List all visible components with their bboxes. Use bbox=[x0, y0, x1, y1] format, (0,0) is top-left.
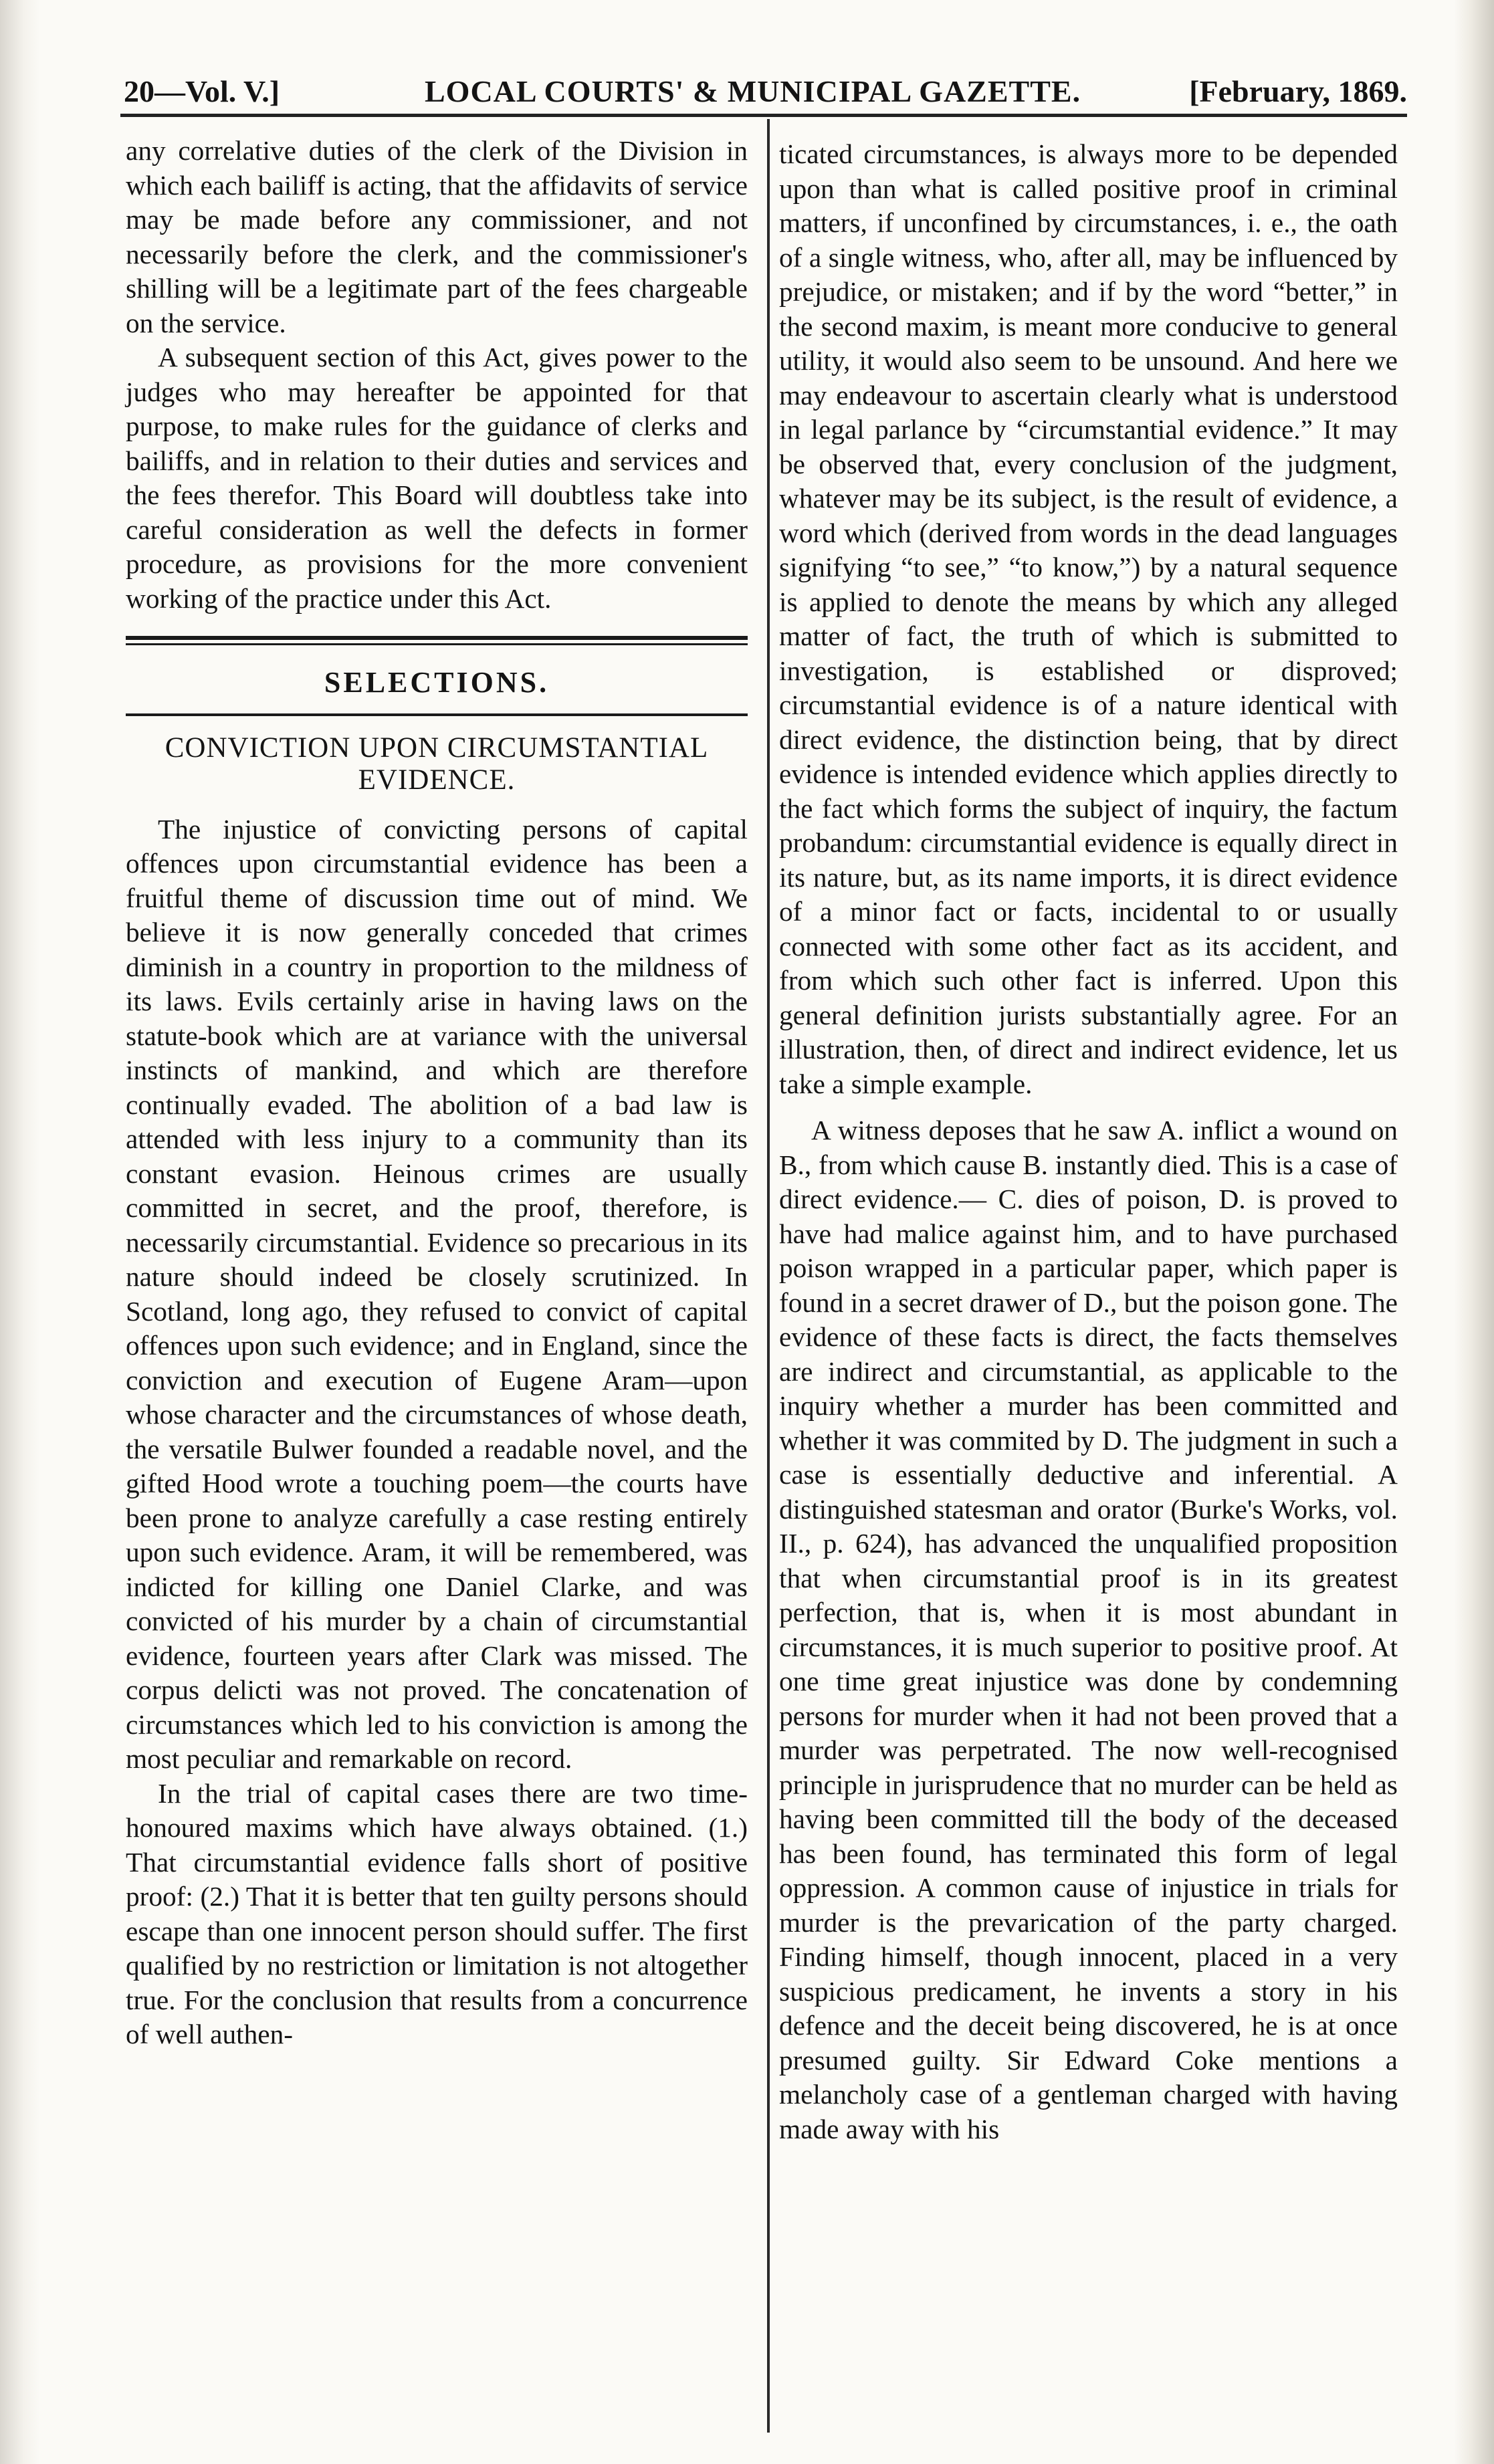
paper-edge-left bbox=[0, 0, 40, 2464]
left-column bbox=[126, 134, 748, 2052]
column-divider bbox=[767, 119, 770, 2433]
right-column bbox=[779, 137, 1398, 2146]
heading-rule bbox=[126, 713, 748, 716]
paragraph-maxims: In the trial of capital cases there are two time-honoured maxims which have always obtained. (1.) That circumstantial evidence falls short of positive proof: (2.) That it is better that ten guilty persons should escape than one innocent person should suffer. The first qualified by no restriction or limitation is not altogether true. For the conclusion that results from a concurrence of well authen- bbox=[126, 1777, 748, 2049]
header-rule bbox=[120, 114, 1407, 117]
paper-edge-right bbox=[1454, 0, 1494, 2464]
section-double-rule bbox=[126, 636, 748, 645]
publication-title: LOCAL COURTS' & MUNICIPAL GAZETTE. bbox=[425, 74, 1081, 108]
paragraph-division-clerk: any correlative duties of the clerk of the Division in which each bailiff is acting, that the affidavits of service may be made before any commissioner, and not necessarily before the clerk, and the commissioner's shilling will be a legitimate part of the fees chargeable on the service. bbox=[126, 135, 748, 338]
section-heading: SELECTIONS. bbox=[324, 666, 550, 699]
volume-label: 20—Vol. V.] bbox=[124, 74, 280, 108]
paragraph-witness: A witness deposes that he saw A. inflict a wound on B., from which cause B. instantly died. This is a case of direct evidence.— C. dies of poison, D. is proved to have had malice against him, and to have purchased poison wrapped in a particular paper, which paper is found in a secret drawer of D., but the poison gone. The evidence of these facts is direct, the facts themselves are indirect and circumstantial, as applicable to the inquiry whether a murder has been committed and whether it was commited by D. The judgment in such a case is essentially deductive and inferential. A distinguished statesman and orator (Burke's Works, vol. II., p. 624), has advanced the unqualified proposition that when circumstantial proof is in its greatest perfection, that is, when it is most abundant in circumstances, it is much superior to positive proof. At one time great injustice was done by condemning persons for murder when it had not been proved that a murder was perpetrated. The now well-recognised principle in jurisprudence that no murder can be held as having been committed till the body of the deceased has been found, has terminated this form of legal oppression. A common cause of injustice in trials for murder is the prevarication of the party charged. Finding himself, though innocent, placed in a very suspicious predicament, he invents a story in his defence and the deceit being discovered, he is at once presumed guilty. Sir Edward Coke mentions a melancholy case of a gentleman charged with having made away with his bbox=[779, 1115, 1398, 2144]
issue-date: [February, 1869. bbox=[1189, 74, 1407, 108]
paragraph-circumstances: ticated circumstances, is always more to be depended upon than what is called positive proof in criminal matters, if unconfined by circumstances, i. e., the oath of a single witness, who, after all, may be influenced by prejudice, or mistaken; and if by the word “better,” in the second maxim, is meant more conducive to general utility, it would also seem to be unsound. And here we may endeavour to ascertain clearly what is understood in legal parlance by “circumstantial evidence.” It may be observed that, every conclusion of the judgment, whatever may be its subject, is the result of evidence, a word which (derived from words in the dead languages signifying “to see,” “to know,”) by a natural sequence is applied to denote the means by which any alleged matter of fact, the truth of which is submitted to investigation, is established or disproved; circumstantial evidence is of a nature identical with direct evidence, the distinction being, that by direct evidence is intended evidence which applies directly to the fact which forms the subject of inquiry, the factum probandum: circumstantial evidence is equally direct in its nature, but, as its name imports, it is direct evidence of a minor fact or facts, incidental to or usually connected with some other fact as its accident, and from which such other fact is inferred. Upon this general definition jurists substantially agree. For an illustration, then, of direct and indirect evidence, let us take a simple example. bbox=[779, 138, 1398, 1099]
paragraph-injustice: The injustice of convicting persons of capital offences upon circumstantial evidence has been a fruitful theme of discussion time out of mind. We believe it is now generally conceded that crimes diminish in a country in proportion to the mildness of its laws. Evils certainly arise in having laws on the statute-book which are at variance with the universal instincts of mankind, and which are therefore continually evaded. The abolition of a bad law is attended with less injury to a community than its constant evasion. Heinous crimes are usually committed in secret, and the proof, therefore, is necessarily circumstantial. Evidence so precarious in its nature should indeed be closely scrutinized. In Scotland, long ago, they refused to convict of capital offences upon such evidence; and in England, since the conviction and execution of Eugene Aram—upon whose character and the circumstances of whose death, the versatile Bulwer founded a readable novel, and the gifted Hood wrote a touching poem—the courts have been prone to analyze carefully a case resting entirely upon such evidence. Aram, it will be remembered, was indicted for killing one Daniel Clarke, and was convicted of his murder by a chain of circumstantial evidence, fourteen years after Clark was missed. The corpus delicti was not proved. The concatenation of circumstances which led to his conviction is among the most peculiar and remarkable on record. bbox=[126, 813, 748, 1774]
running-header bbox=[124, 40, 1407, 120]
paragraph-subsequent-section: A subsequent section of this Act, gives power to the judges who may hereafter be appointed for that purpose, to make rules for the guidance of clerks and bailiffs, and in relation to their duties and services and the fees therefor. This Board will doubtless take into careful consideration as well the defects in former procedure, as provisions for the more convenient working of the practice under this Act. bbox=[126, 342, 748, 614]
article-title: CONVICTION UPON CIRCUMSTANTIAL EVIDENCE. bbox=[165, 732, 709, 796]
